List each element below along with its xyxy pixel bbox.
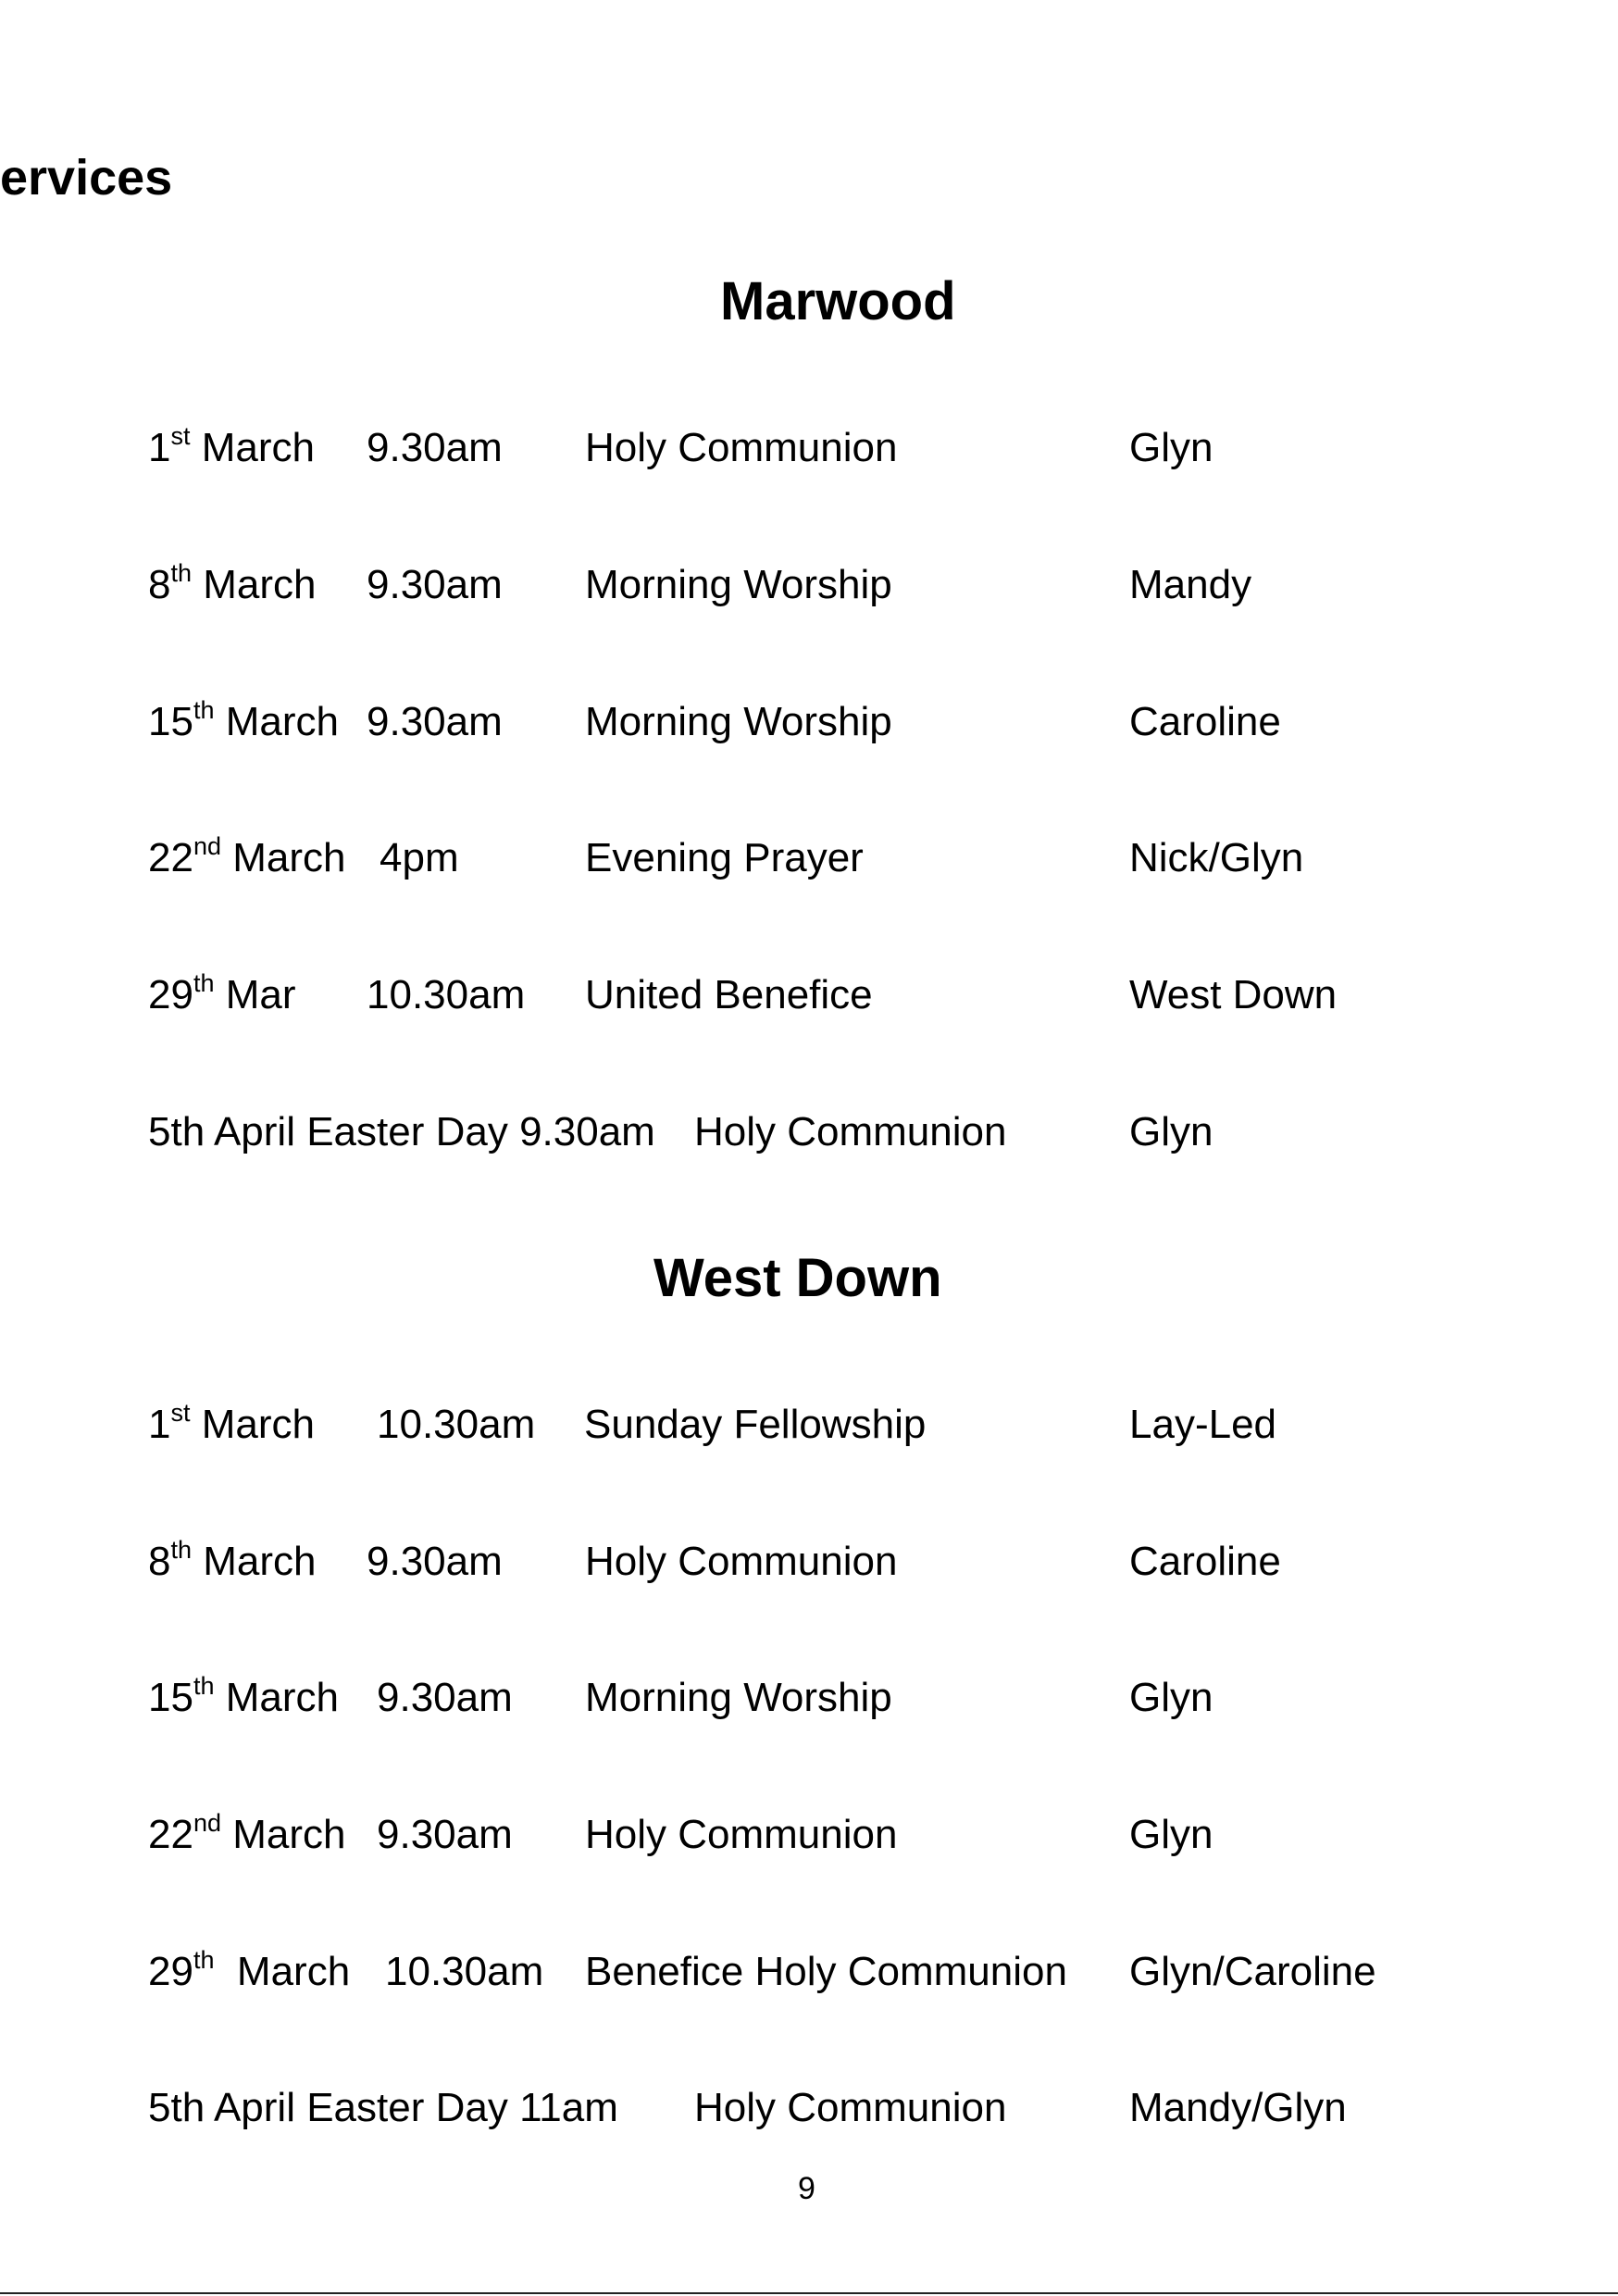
service-time: 9.30am bbox=[367, 425, 503, 470]
service-name: Morning Worship bbox=[585, 699, 892, 744]
service-name: Holy Communion bbox=[694, 2085, 1007, 2130]
service-row bbox=[0, 557, 1618, 613]
service-name: Sunday Fellowship bbox=[584, 1402, 927, 1447]
page-number: 9 bbox=[798, 2171, 815, 2206]
service-time: 4pm bbox=[380, 835, 459, 880]
service-leader: Lay-Led bbox=[1129, 1402, 1277, 1447]
service-leader: Caroline bbox=[1129, 699, 1281, 744]
service-date: 15th March bbox=[148, 1672, 339, 1720]
service-date: 8th March bbox=[148, 559, 317, 607]
service-time: 9.30am bbox=[367, 1539, 503, 1584]
bottom-rule bbox=[0, 2292, 1618, 2294]
service-row bbox=[0, 1104, 1618, 1160]
service-row bbox=[0, 420, 1618, 476]
service-date: 15th March bbox=[148, 696, 339, 744]
service-row bbox=[0, 1807, 1618, 1863]
service-leader: Mandy/Glyn bbox=[1129, 2085, 1347, 2130]
service-date: 1st March bbox=[148, 422, 315, 470]
service-name: Holy Communion bbox=[585, 1539, 898, 1584]
section-title-west-down: West Down bbox=[653, 1248, 942, 1308]
service-time: 10.30am bbox=[377, 1402, 536, 1447]
service-row bbox=[0, 967, 1618, 1023]
service-row bbox=[0, 1944, 1618, 2000]
service-date: 22nd March bbox=[148, 832, 346, 880]
service-name: Holy Communion bbox=[694, 1109, 1007, 1154]
service-leader: Caroline bbox=[1129, 1539, 1281, 1584]
service-name: Holy Communion bbox=[585, 425, 898, 470]
service-name: Benefice Holy Communion bbox=[585, 1949, 1067, 1994]
service-date-time: 5th April Easter Day 11am bbox=[148, 2085, 618, 2130]
service-row bbox=[0, 1670, 1618, 1726]
page-heading: ervices bbox=[0, 150, 173, 206]
service-name: Holy Communion bbox=[585, 1812, 898, 1857]
service-name: Morning Worship bbox=[585, 562, 892, 607]
service-leader: Glyn bbox=[1129, 1675, 1214, 1720]
service-time: 9.30am bbox=[377, 1812, 513, 1857]
service-leader: Glyn bbox=[1129, 1812, 1214, 1857]
service-leader: Glyn bbox=[1129, 425, 1214, 470]
section-title-marwood: Marwood bbox=[720, 271, 956, 331]
service-date: 22nd March bbox=[148, 1809, 346, 1857]
service-date: 29th Mar bbox=[148, 969, 296, 1017]
service-date: 29th March bbox=[148, 1946, 351, 1994]
service-name: Evening Prayer bbox=[585, 835, 864, 880]
service-row bbox=[0, 694, 1618, 750]
service-time: 9.30am bbox=[367, 562, 503, 607]
service-leader: Mandy bbox=[1129, 562, 1252, 607]
service-row bbox=[0, 1534, 1618, 1590]
service-date: 1st March bbox=[148, 1399, 315, 1447]
service-row bbox=[0, 2080, 1618, 2136]
service-row bbox=[0, 830, 1618, 886]
service-leader: West Down bbox=[1129, 972, 1338, 1017]
service-time: 9.30am bbox=[367, 699, 503, 744]
service-row bbox=[0, 1397, 1618, 1453]
service-time: 10.30am bbox=[385, 1949, 544, 1994]
service-name: Morning Worship bbox=[585, 1675, 892, 1720]
service-leader: Glyn bbox=[1129, 1109, 1214, 1154]
service-leader: Nick/Glyn bbox=[1129, 835, 1304, 880]
service-date-time: 5th April Easter Day 9.30am bbox=[148, 1109, 655, 1154]
service-leader: Glyn/Caroline bbox=[1129, 1949, 1376, 1994]
service-time: 10.30am bbox=[367, 972, 526, 1017]
service-date: 8th March bbox=[148, 1536, 317, 1584]
service-name: United Benefice bbox=[585, 972, 873, 1017]
service-time: 9.30am bbox=[377, 1675, 513, 1720]
